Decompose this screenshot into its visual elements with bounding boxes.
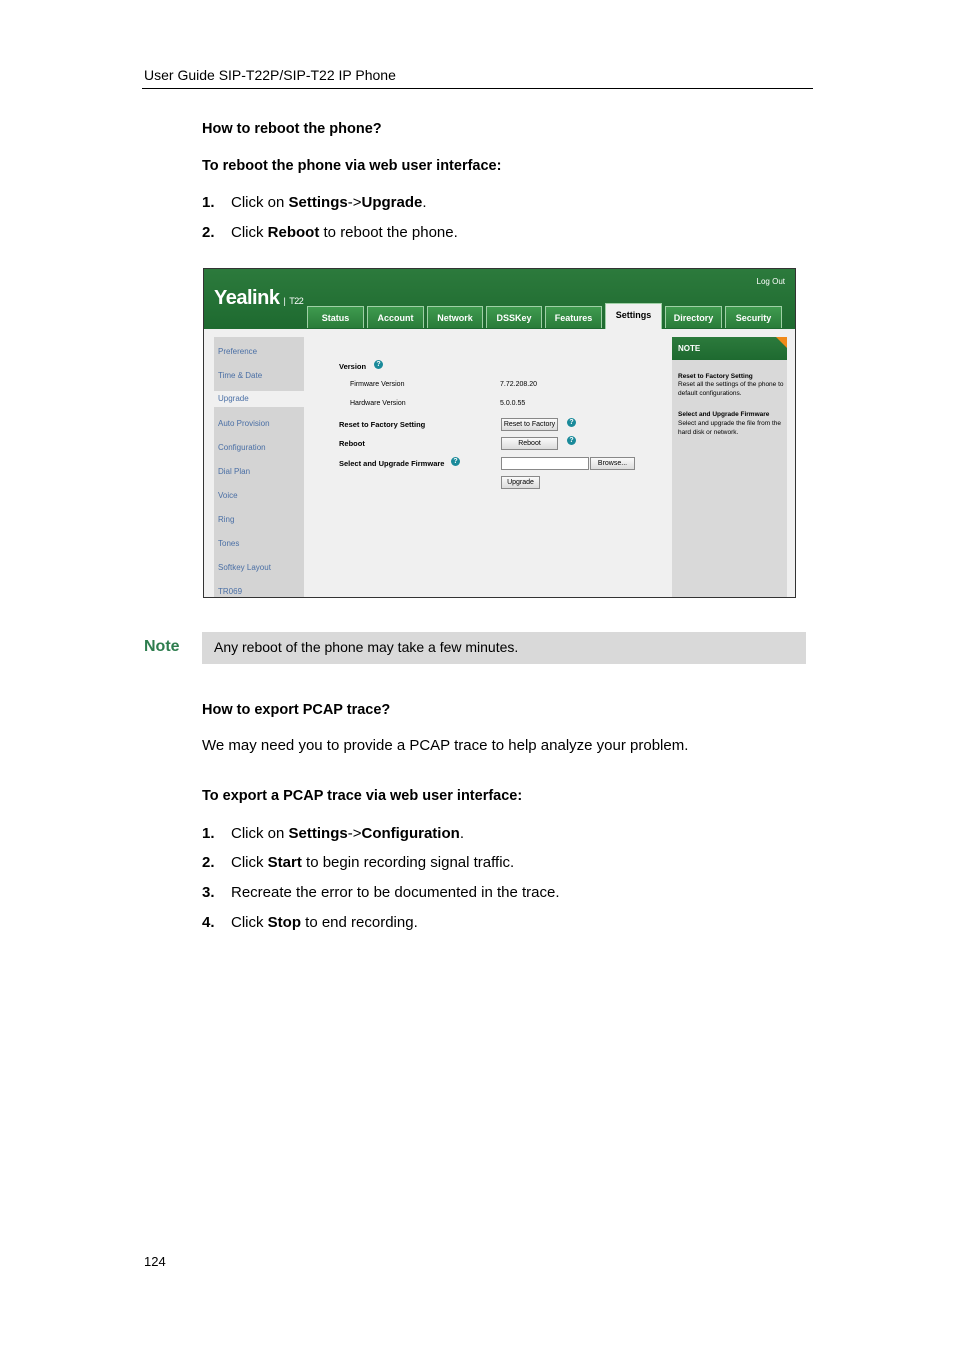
logo-text: Yealink	[214, 287, 280, 309]
tab-security[interactable]: Security	[725, 306, 782, 328]
tab-status[interactable]: Status	[307, 306, 364, 328]
step-bold: Settings	[288, 825, 348, 842]
version-label: Version	[339, 362, 367, 371]
tab-settings[interactable]: Settings	[605, 303, 662, 329]
step-text: .	[459, 825, 464, 842]
sidebar-item-tr069[interactable]: TR069	[218, 587, 243, 596]
step-text: Recreate the error to be documented in the trace.	[231, 884, 560, 901]
upgrade-button[interactable]: Upgrade	[501, 476, 540, 489]
firmware-file-input[interactable]	[501, 457, 589, 470]
step-number: 2.	[202, 854, 215, 871]
step-bold: Stop	[267, 914, 301, 931]
step-number: 2.	[202, 224, 215, 241]
firmware-version-value: 7.72.208.20	[500, 381, 537, 388]
reboot-step-2	[202, 224, 458, 241]
browse-button[interactable]: Browse...	[590, 457, 635, 470]
pcap-step-1	[202, 825, 464, 842]
reboot-question-heading: How to reboot the phone?	[202, 121, 382, 137]
step-number: 3.	[202, 884, 215, 901]
step-bold: Settings	[288, 194, 348, 211]
tab-directory[interactable]: Directory	[665, 306, 722, 328]
note-item-title: Select and Upgrade Firmware	[678, 411, 770, 418]
step-text: ->	[347, 194, 362, 211]
pcap-question-heading: How to export PCAP trace?	[202, 702, 391, 718]
tab-account[interactable]: Account	[367, 306, 424, 328]
hardware-version-label: Hardware Version	[350, 400, 406, 407]
running-header: User Guide SIP-T22P/SIP-T22 IP Phone	[144, 67, 396, 83]
pcap-subheading: To export a PCAP trace via web user interface:	[202, 788, 523, 804]
sidebar-item-time-date[interactable]: Time & Date	[218, 371, 263, 380]
note-text: Any reboot of the phone may take a few minutes.	[214, 639, 519, 655]
web-ui-screenshot	[203, 268, 796, 598]
pcap-step-4	[202, 914, 418, 931]
pcap-step-3	[202, 884, 560, 901]
tab-network[interactable]: Network	[427, 306, 483, 328]
step-text: to begin recording signal traffic.	[301, 854, 515, 871]
pcap-intro: We may need you to provide a PCAP trace to help analyze your problem.	[202, 737, 689, 754]
sidebar-item-dial-plan[interactable]: Dial Plan	[218, 467, 251, 476]
step-text: to end recording.	[301, 914, 418, 931]
note-panel-title: NOTE	[672, 337, 787, 360]
pcap-step-2	[202, 854, 514, 871]
yealink-logo: Yealink | T22	[214, 287, 304, 309]
tab-features[interactable]: Features	[545, 306, 602, 328]
reboot-step-1	[202, 194, 427, 211]
model-text: T22	[289, 296, 304, 306]
step-text: to reboot the phone.	[319, 224, 458, 241]
sidebar-item-preference[interactable]: Preference	[218, 347, 258, 356]
help-icon[interactable]: ?	[567, 436, 576, 445]
note-item-text: Select and upgrade the file from the hard disk or network.	[678, 420, 781, 436]
sidebar-item-tones[interactable]: Tones	[218, 539, 240, 548]
sidebar-item-configuration[interactable]: Configuration	[218, 443, 266, 452]
step-bold: Reboot	[267, 224, 320, 241]
sidebar-item-upgrade[interactable]: Upgrade	[212, 391, 304, 407]
step-text: Click	[231, 854, 268, 871]
step-bold: Configuration	[361, 825, 460, 842]
reboot-label: Reboot	[339, 439, 365, 448]
upgrade-firmware-label: Select and Upgrade Firmware	[339, 459, 445, 468]
step-text: Click	[231, 914, 268, 931]
help-icon[interactable]: ?	[451, 457, 460, 466]
step-bold: Upgrade	[361, 194, 423, 211]
note-item-text: Reset all the settings of the phone to default configurations.	[678, 381, 784, 397]
hardware-version-value: 5.0.0.55	[500, 400, 526, 407]
note-label: Note	[144, 638, 180, 655]
firmware-version-label: Firmware Version	[350, 381, 405, 388]
reboot-button[interactable]: Reboot	[501, 437, 558, 450]
reset-to-factory-button[interactable]: Reset to Factory	[501, 418, 558, 431]
step-bold: Start	[267, 854, 302, 871]
sidebar-item-voice[interactable]: Voice	[218, 491, 238, 500]
step-number: 1.	[202, 825, 215, 842]
help-icon[interactable]: ?	[567, 418, 576, 427]
sidebar-item-softkey-layout[interactable]: Softkey Layout	[218, 563, 271, 572]
page-number: 124	[144, 1254, 166, 1269]
note-item-title: Reset to Factory Setting	[678, 373, 753, 380]
sidebar-item-ring[interactable]: Ring	[218, 515, 235, 524]
help-icon[interactable]: ?	[374, 360, 383, 369]
note-corner-decoration	[776, 337, 787, 348]
sidebar-item-auto-provision[interactable]: Auto Provision	[218, 419, 270, 428]
reboot-subheading: To reboot the phone via web user interface:	[202, 158, 502, 174]
logout-link[interactable]: Log Out	[756, 277, 785, 286]
step-text: Click	[231, 224, 268, 241]
step-text: Click on	[231, 825, 289, 842]
step-text: ->	[347, 825, 362, 842]
step-number: 1.	[202, 194, 215, 211]
tab-dsskey[interactable]: DSSKey	[486, 306, 542, 328]
step-number: 4.	[202, 914, 215, 931]
step-text: Click on	[231, 194, 289, 211]
step-text: .	[422, 194, 427, 211]
header-rule	[142, 88, 813, 89]
reset-factory-label: Reset to Factory Setting	[339, 420, 426, 429]
